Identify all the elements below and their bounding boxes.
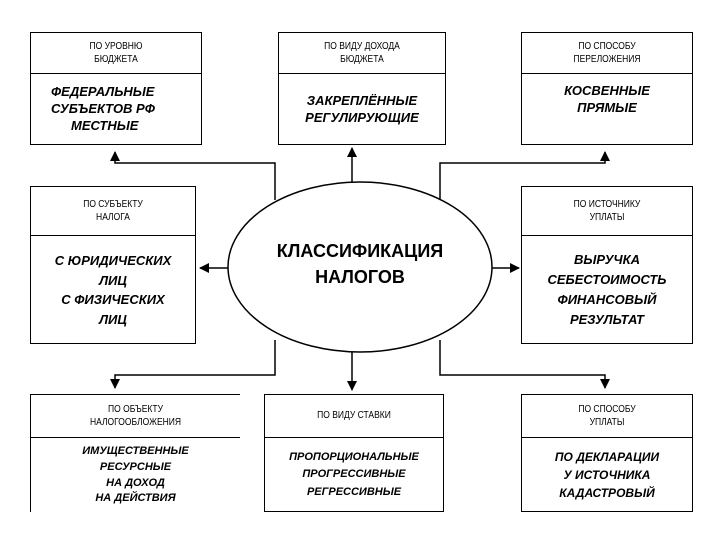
box-rate-type-items <box>265 439 443 511</box>
center-title <box>235 238 485 290</box>
list-item: ЛИЦ <box>99 311 127 327</box>
connector-payment-method <box>440 340 605 388</box>
header-line: ПО СУБЪЕКТУ <box>83 198 143 210</box>
header-line: ПО СПОСОБУ <box>578 403 636 415</box>
list-item: С ФИЗИЧЕСКИХ <box>61 292 165 307</box>
list-item: ПРОГРЕССИВНЫЕ <box>302 468 406 481</box>
list-item: ФИНАНСОВЫЙ <box>557 292 657 307</box>
box-payment-method-items <box>522 439 692 511</box>
list-item: ЛИЦ <box>99 272 127 288</box>
box-income-type-header <box>291 33 432 73</box>
header-line: ПЕРЕЛОЖЕНИЯ <box>573 54 641 65</box>
header-line: ПО ИСТОЧНИКУ <box>573 198 641 210</box>
header-line: БЮДЖЕТА <box>340 54 384 65</box>
header-line: УПЛАТЫ <box>589 417 625 428</box>
box-tax-object <box>30 394 240 512</box>
box-income-type-items <box>279 75 445 144</box>
box-tax-subject-items <box>31 237 195 343</box>
box-shifting <box>521 32 693 145</box>
box-divider <box>522 73 692 74</box>
list-item: С ЮРИДИЧЕСКИХ <box>54 253 172 268</box>
list-item: НА ДЕЙСТВИЯ <box>95 492 176 505</box>
box-income-type <box>278 32 446 145</box>
header-line: ПО ВИДУ ДОХОДА <box>324 40 400 52</box>
box-tax-subject-header <box>43 187 182 235</box>
list-item: ПРЯМЫЕ <box>577 99 637 115</box>
list-item: ПО ДЕКЛАРАЦИИ <box>554 450 660 464</box>
header-line: УПЛАТЫ <box>589 212 625 223</box>
box-divider <box>31 73 201 74</box>
list-item: РЕГУЛИРУЮЩИЕ <box>305 109 419 125</box>
header-line: НАЛОГООБЛОЖЕНИЯ <box>89 417 182 428</box>
header-line: ПО УРОВНЮ <box>89 40 143 52</box>
box-divider <box>31 437 240 438</box>
header-line: БЮДЖЕТА <box>94 54 138 65</box>
list-item: У ИСТОЧНИКА <box>563 468 651 482</box>
header-line: ПО СПОСОБУ <box>578 40 636 52</box>
list-item: ПРОПОРЦИОНАЛЬНЫЕ <box>289 451 419 464</box>
list-item: КОСВЕННЫЕ <box>564 83 650 98</box>
list-item: РЕЗУЛЬТАТ <box>570 312 644 328</box>
box-tax-object-header <box>47 395 225 437</box>
box-budget-level-header <box>44 33 189 73</box>
box-payment-source-items <box>522 237 692 343</box>
box-rate-type <box>264 394 444 512</box>
list-item: СЕБЕСТОИМОСТЬ <box>547 271 667 287</box>
box-payment-method <box>521 394 693 512</box>
list-item: СУБЪЕКТОВ РФ <box>51 101 155 117</box>
list-item: МЕСТНЫЕ <box>71 117 139 133</box>
box-divider <box>522 437 692 438</box>
list-item: РЕСУРСНЫЕ <box>99 460 172 473</box>
box-payment-method-header <box>535 395 680 437</box>
box-divider <box>279 73 445 74</box>
header-line: ПО ОБЪЕКТУ <box>108 403 163 415</box>
center-title-line: НАЛОГОВ <box>315 267 405 288</box>
box-budget-level-items <box>31 75 201 144</box>
list-item: РЕГРЕССИВНЫЕ <box>306 485 402 498</box>
list-item: ЗАКРЕПЛЁННЫЕ <box>306 92 418 108</box>
box-tax-subject <box>30 186 196 344</box>
header-line: ПО ВИДУ СТАВКИ <box>317 410 391 422</box>
box-shifting-items <box>522 75 692 144</box>
list-item: КАДАСТРОВЫЙ <box>559 486 655 500</box>
connector-tax-object <box>115 340 275 388</box>
center-title-line: КЛАССИФИКАЦИЯ <box>276 241 444 261</box>
box-divider <box>522 235 692 236</box>
list-item: НА ДОХОД <box>106 476 165 489</box>
box-payment-source-header <box>535 187 680 235</box>
box-payment-source <box>521 186 693 344</box>
box-rate-type-header <box>278 395 429 437</box>
list-item: ФЕДЕРАЛЬНЫЕ <box>51 84 155 100</box>
list-item: ВЫРУЧКА <box>574 251 640 267</box>
box-divider <box>31 235 195 236</box>
box-tax-object-items <box>31 439 240 512</box>
header-line: НАЛОГА <box>96 212 130 223</box>
box-budget-level <box>30 32 202 145</box>
box-shifting-header <box>535 33 680 73</box>
list-item: ИМУЩЕСТВЕННЫЕ <box>82 444 189 457</box>
box-divider <box>265 437 443 438</box>
